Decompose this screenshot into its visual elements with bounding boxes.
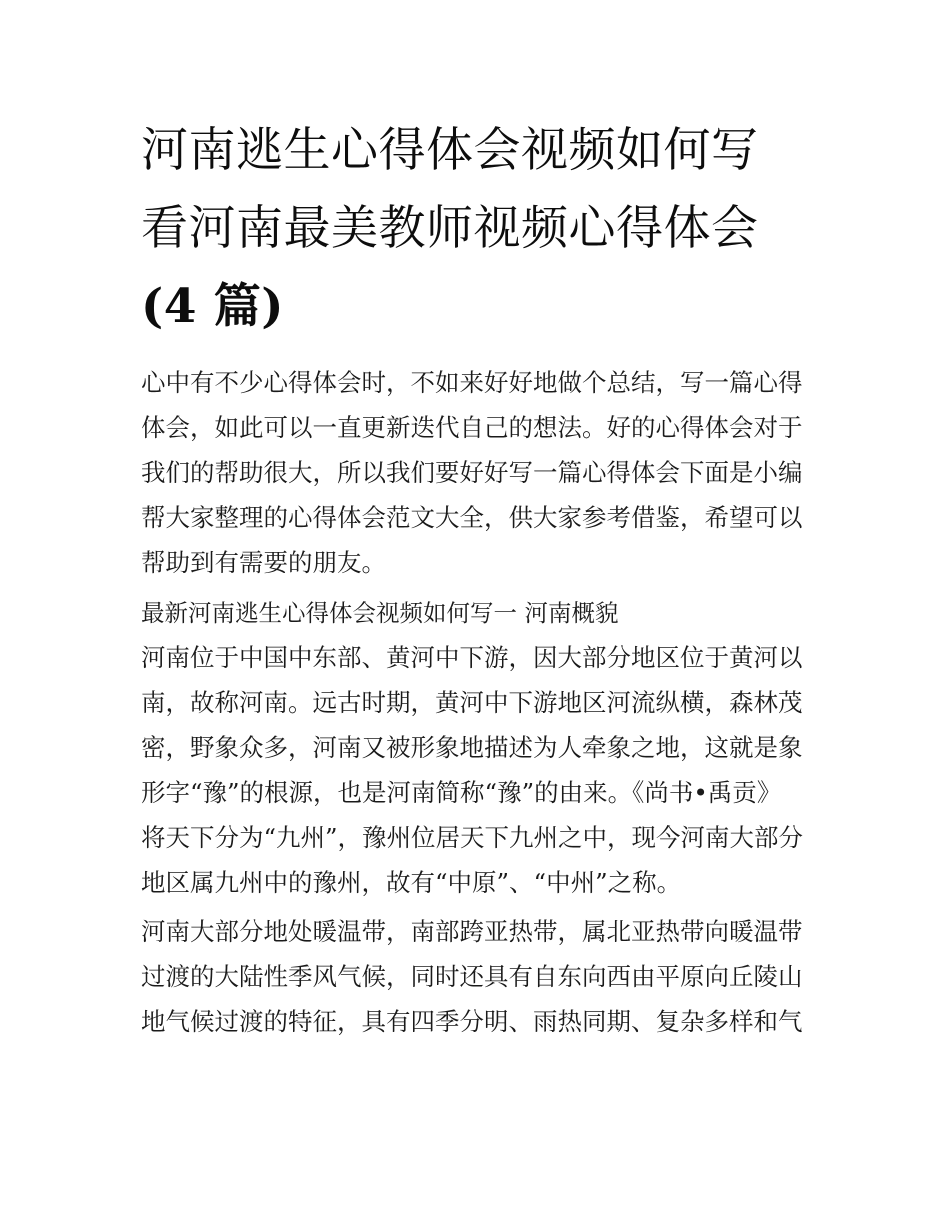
intro-line: 心中有不少心得体会时，不如来好好地做个总结，写一篇心得: [141, 368, 803, 397]
body-paragraph-1: [141, 635, 813, 905]
intro-line: 我们的帮助很大，所以我们要好好写一篇心得体会下面是小编: [141, 458, 803, 487]
title-line-1: 河南逃生心得体会视频如何写: [141, 123, 759, 178]
document-title: [141, 112, 813, 346]
paragraph-line: 过渡的大陆性季风气候，同时还具有自东向西由平原向丘陵山: [141, 962, 803, 991]
paragraph-line: 河南大部分地处暖温带，南部跨亚热带，属北亚热带向暖温带: [141, 917, 803, 946]
paragraph-line: 地气候过渡的特征，具有四季分明、雨热同期、复杂多样和气: [141, 1007, 803, 1036]
body-paragraph-2: [141, 909, 813, 1044]
paragraph-line: 河南位于中国中东部、黄河中下游，因大部分地区位于黄河以: [141, 643, 803, 672]
paragraph-line: 地区属九州中的豫州，故有“中原”、“中州”之称。: [141, 868, 682, 897]
paragraph-line: 密，野象众多，河南又被形象地描述为人牵象之地，这就是象: [141, 733, 803, 762]
paragraph-line: 将天下分为“九州”，豫州位居天下九州之中，现今河南大部分: [141, 823, 804, 852]
section-heading: 最新河南逃生心得体会视频如何写一 河南概貌: [141, 599, 619, 627]
document-content: [141, 112, 813, 1044]
intro-line: 帮大家整理的心得体会范文大全，供大家参考借鉴，希望可以: [141, 503, 803, 532]
intro-line: 体会，如此可以一直更新迭代自己的想法。好的心得体会对于: [141, 413, 803, 442]
intro-line: 帮助到有需要的朋友。: [141, 548, 386, 577]
intro-paragraph: [141, 360, 813, 585]
paragraph-line: 形字“豫”的根源，也是河南简称“豫”的由来。《尚书•禹贡》: [141, 778, 782, 807]
paragraph-line: 南，故称河南。远古时期，黄河中下游地区河流纵横，森林茂: [141, 688, 803, 717]
title-line-2: 看河南最美教师视频心得体会: [141, 201, 759, 256]
title-line-3: (4 篇): [141, 279, 285, 334]
